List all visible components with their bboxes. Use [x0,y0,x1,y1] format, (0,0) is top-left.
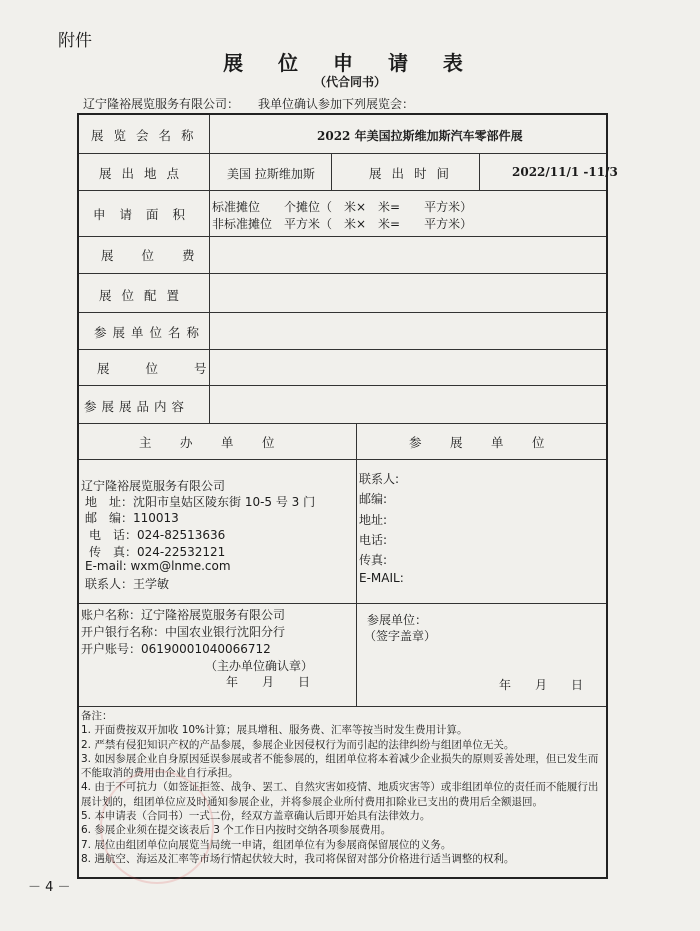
organizer-email: E-mail: wxm@lnme.com [85,559,231,573]
note-item: 5. 本申请表（合同书）一式二份，经双方盖章确认后即开始具有法律效力。 [81,810,431,823]
confirmation-statement: 我单位确认参加下列展览会： [258,97,415,111]
area-label: 申请面积 [93,207,200,222]
participant-header: 参 展 单 位 [409,435,553,450]
row-divider [79,190,606,191]
row-divider [79,459,606,460]
participant-phone-field: 电话: [359,533,388,547]
participant-address-field: 地址: [359,513,388,527]
faded-seal-mark [100,770,214,884]
annex-label: 附件 [58,31,92,51]
note-item: 1. 开面费按双开加收 10%计算；展具增租、服务费、汇率等按当时发生费用计算。 [81,724,468,737]
time-divider [479,153,480,190]
organizer-postcode: 邮 编：110013 [85,511,179,525]
note-item: 3. 如因参展企业自身原因延误参展或者不能参展的，组团单位将本着减少企业损失的原则妥善处理，但已发生而 [81,752,599,765]
participant-seal-label: （签字盖章） [364,629,437,643]
row-divider [79,153,606,154]
organizer-phone: 电 话：024-82513636 [89,528,226,542]
organizer-participant-divider [356,423,357,706]
row-divider [79,385,606,386]
participant-unit-label: 参展单位： [367,613,428,627]
participant-email-field: E-MAIL: [359,571,404,585]
notes-heading: 备注： [81,710,113,722]
exhibition-name-label: 展览会名称 [91,128,204,143]
organizer-contact: 联系人：王学敏 [85,577,170,591]
exhibition-name-value: 2022 年美国拉斯维加斯汽车零部件展 [317,129,523,143]
form-title: 展 位 申 请 表 [223,51,477,75]
venue-label: 展出地点 [99,166,190,181]
organizer-address: 地 址：沈阳市皇姑区陵东街 10-5 号 3 门 [85,495,316,509]
organizer-fax: 传 真：024-22532121 [89,545,226,559]
note-item: 不能取消的费用由企业自行承担。 [81,767,239,780]
exhibitor-name-label: 参展单位名称 [94,325,206,340]
organizer-seal-label: （主办单位确认章） [205,659,314,673]
venue-divider [331,153,332,190]
row-divider [79,349,606,350]
area-nonstandard-booth: 非标准摊位 平方米（ 米× 米= 平方米） [212,217,473,231]
page-number: － 4 － [28,880,71,895]
participant-date: 年 月 日 [499,678,584,692]
note-item: 4. 由于不可抗力（如签证拒签、战争、罢工、自然灾害如疫情、地质灾害等）或非组团单位的责任而不能履行出 [81,781,599,794]
time-label: 展出时间 [369,166,460,181]
booth-number-label: 展位号 [97,361,243,376]
note-item: 2. 严禁有侵犯知识产权的产品参展，参展企业因侵权行为而引起的法律纠纷与组团单位无关。 [81,738,515,751]
venue-value: 美国 拉斯维加斯 [227,167,315,181]
time-value: 2022/11/1 -11/3 [512,165,618,179]
note-item: 8. 遇航空、海运及汇率等市场行情起伏较大时，我司将保留对部分价格进行适当调整的权利。 [81,852,515,865]
note-item: 7. 展位由组团单位向展览当局统一申请，组团单位有为参展商保留展位的义务。 [81,838,452,851]
bank-account-number: 开户账号：06190001040066712 [81,642,271,656]
organizer-date: 年 月 日 [226,675,311,689]
note-item: 展计划的，组团单位应及时通知参展企业，并将参展企业所付费用扣除业已支出的费用后全额退回。 [81,795,543,808]
bank-name: 开户银行名称：中国农业银行沈阳分行 [81,625,286,639]
row-divider [79,236,606,237]
organizer-name: 辽宁隆裕展览服务有限公司 [81,479,226,493]
row-divider [79,706,606,707]
participant-contact-field: 联系人: [359,472,400,486]
products-label: 参展展品内容 [84,399,190,414]
booth-config-label: 展位配置 [99,288,190,303]
note-item: 6. 参展企业须在提交该表后 3 个工作日内按时交纳各项参展费用。 [81,824,392,837]
application-form [77,113,618,879]
row-divider [79,273,606,274]
participant-fax-field: 传真: [359,553,388,567]
area-standard-booth: 标准摊位 个摊位（ 米× 米= 平方米） [212,200,473,214]
row-divider [79,423,606,424]
row-divider [79,603,606,604]
addressee-company: 辽宁隆裕展览服务有限公司： [83,97,240,111]
row-divider [79,312,606,313]
form-subtitle: （代合同书） [313,75,386,89]
organizer-header: 主 办 单 位 [139,435,283,450]
bank-account-name: 账户名称：辽宁隆裕展览服务有限公司 [81,608,286,622]
participant-postcode-field: 邮编: [359,492,388,506]
booth-fee-label: 展位费 [101,248,223,263]
